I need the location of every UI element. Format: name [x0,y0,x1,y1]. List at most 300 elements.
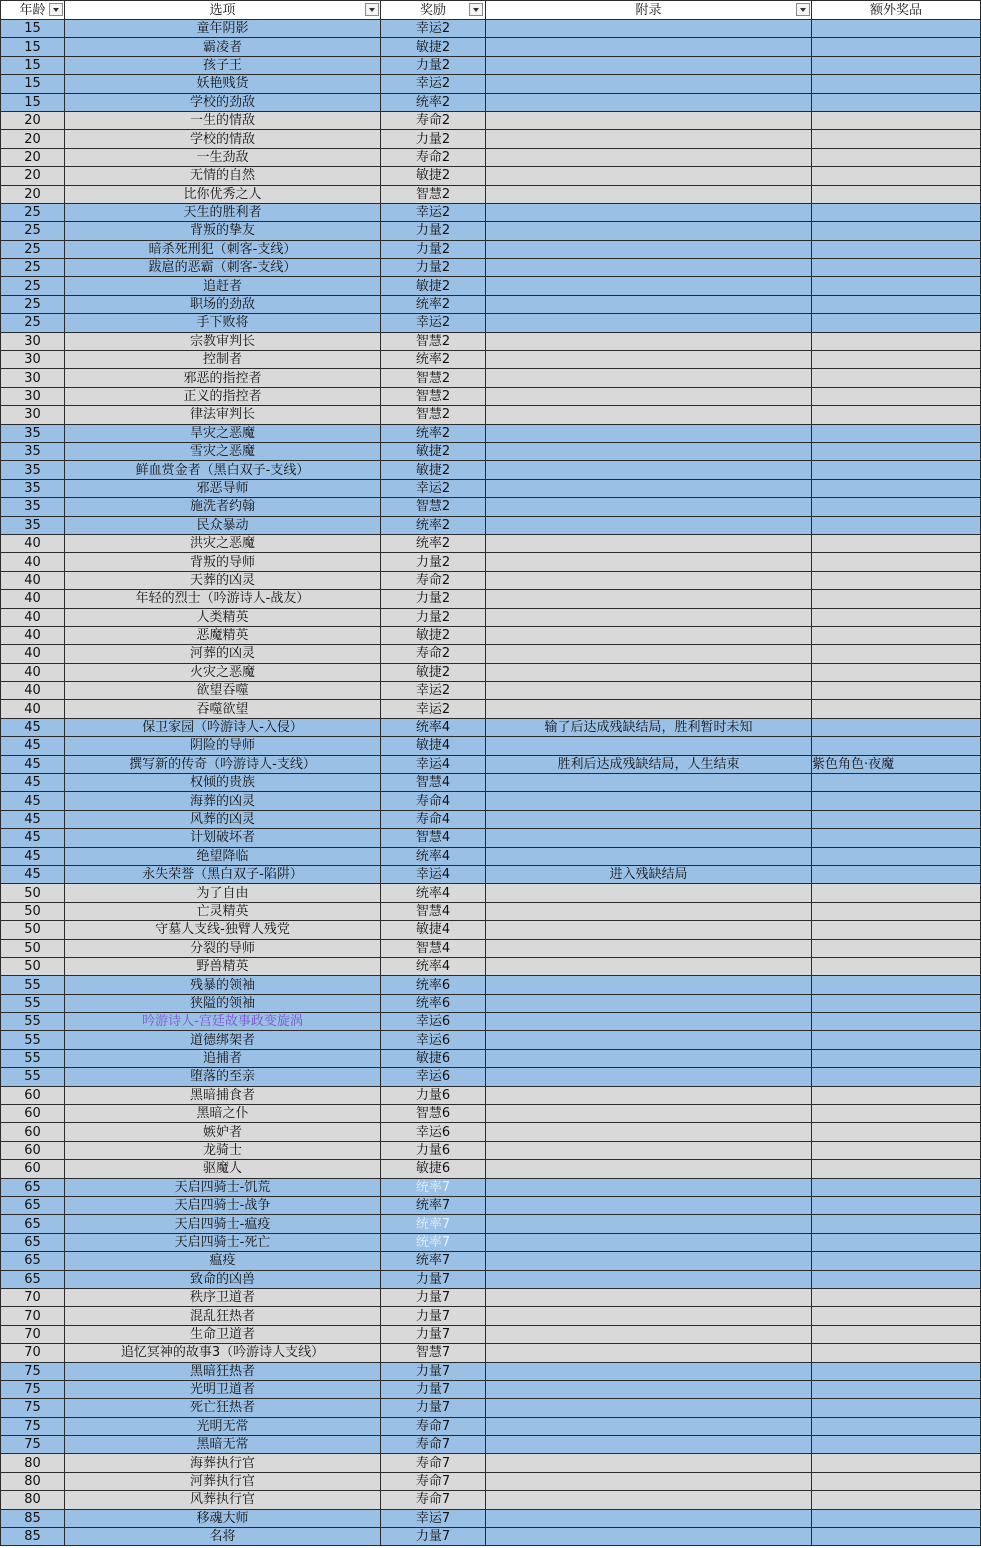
cell-option[interactable]: 火灾之恶魔 [65,663,381,681]
cell-reward[interactable]: 寿命2 [381,645,486,663]
cell-age[interactable]: 60 [1,1141,65,1159]
cell-option[interactable]: 学校的情敌 [65,130,381,148]
cell-option[interactable]: 分裂的导师 [65,939,381,957]
cell-bonus[interactable] [812,1307,981,1325]
cell-age[interactable]: 80 [1,1491,65,1509]
cell-note[interactable] [486,774,812,792]
cell-bonus[interactable] [812,1528,981,1546]
cell-reward[interactable]: 力量7 [381,1380,486,1398]
cell-bonus[interactable] [812,1399,981,1417]
cell-age[interactable]: 15 [1,93,65,111]
cell-bonus[interactable] [812,700,981,718]
cell-note[interactable] [486,203,812,221]
cell-option[interactable]: 暗杀死刑犯（刺客-支线） [65,240,381,258]
cell-reward[interactable]: 幸运2 [381,203,486,221]
cell-age[interactable]: 40 [1,626,65,644]
cell-reward[interactable]: 敏捷6 [381,1049,486,1067]
cell-note[interactable] [486,847,812,865]
cell-bonus[interactable] [812,75,981,93]
cell-bonus[interactable] [812,203,981,221]
cell-note[interactable]: 胜利后达成残缺结局，人生结束 [486,755,812,773]
cell-bonus[interactable] [812,148,981,166]
cell-bonus[interactable] [812,1031,981,1049]
cell-bonus[interactable] [812,1436,981,1454]
cell-bonus[interactable] [812,185,981,203]
cell-bonus[interactable] [812,1454,981,1472]
cell-note[interactable] [486,259,812,277]
cell-reward[interactable]: 统率2 [381,424,486,442]
cell-note[interactable] [486,38,812,56]
cell-option[interactable]: 律法审判长 [65,406,381,424]
cell-bonus[interactable] [812,1252,981,1270]
cell-age[interactable]: 75 [1,1417,65,1435]
cell-note[interactable] [486,1528,812,1546]
cell-age[interactable]: 45 [1,792,65,810]
cell-reward[interactable]: 敏捷2 [381,167,486,185]
cell-reward[interactable]: 幸运6 [381,1123,486,1141]
cell-reward[interactable]: 寿命7 [381,1472,486,1490]
cell-bonus[interactable] [812,590,981,608]
cell-reward[interactable]: 幸运2 [381,479,486,497]
cell-option[interactable]: 亡灵精英 [65,902,381,920]
cell-bonus[interactable] [812,1068,981,1086]
cell-age[interactable]: 75 [1,1399,65,1417]
cell-bonus[interactable] [812,1197,981,1215]
cell-reward[interactable]: 力量6 [381,1141,486,1159]
cell-note[interactable] [486,185,812,203]
cell-bonus[interactable] [812,847,981,865]
cell-bonus[interactable] [812,957,981,975]
cell-reward[interactable]: 幸运2 [381,682,486,700]
cell-note[interactable] [486,424,812,442]
cell-note[interactable] [486,994,812,1012]
cell-bonus[interactable] [812,1049,981,1067]
cell-reward[interactable]: 幸运6 [381,1068,486,1086]
cell-bonus[interactable] [812,645,981,663]
cell-age[interactable]: 55 [1,1031,65,1049]
cell-bonus[interactable] [812,1325,981,1343]
cell-age[interactable]: 20 [1,111,65,129]
cell-bonus[interactable] [812,406,981,424]
cell-option[interactable]: 旱灾之恶魔 [65,424,381,442]
cell-bonus[interactable] [812,1086,981,1104]
cell-age[interactable]: 65 [1,1197,65,1215]
cell-note[interactable]: 进入残缺结局 [486,865,812,883]
cell-age[interactable]: 45 [1,774,65,792]
cell-bonus[interactable] [812,829,981,847]
cell-age[interactable]: 70 [1,1288,65,1306]
cell-reward[interactable]: 统率7 [381,1252,486,1270]
cell-bonus[interactable] [812,351,981,369]
cell-option[interactable]: 海葬的凶灵 [65,792,381,810]
cell-reward[interactable]: 统率7 [381,1178,486,1196]
cell-age[interactable]: 35 [1,498,65,516]
cell-note[interactable] [486,1178,812,1196]
cell-age[interactable]: 65 [1,1233,65,1251]
cell-option[interactable]: 宗教审判长 [65,332,381,350]
cell-note[interactable] [486,369,812,387]
cell-note[interactable] [486,1380,812,1398]
cell-age[interactable]: 40 [1,700,65,718]
cell-option[interactable]: 背叛的导师 [65,553,381,571]
cell-age[interactable]: 85 [1,1528,65,1546]
cell-note[interactable] [486,1436,812,1454]
cell-age[interactable]: 35 [1,424,65,442]
cell-reward[interactable]: 智慧2 [381,406,486,424]
cell-bonus[interactable] [812,884,981,902]
cell-age[interactable]: 55 [1,1013,65,1031]
cell-option[interactable]: 驱魔人 [65,1160,381,1178]
cell-note[interactable] [486,479,812,497]
column-header-age[interactable] [1,1,65,20]
cell-option[interactable]: 施洗者约翰 [65,498,381,516]
cell-reward[interactable]: 智慧7 [381,1344,486,1362]
cell-note[interactable] [486,663,812,681]
cell-age[interactable]: 75 [1,1436,65,1454]
cell-bonus[interactable] [812,259,981,277]
column-header-reward[interactable] [381,1,486,20]
cell-bonus[interactable] [812,553,981,571]
cell-reward[interactable]: 敏捷4 [381,737,486,755]
cell-age[interactable]: 30 [1,351,65,369]
cell-age[interactable]: 35 [1,461,65,479]
cell-reward[interactable]: 力量2 [381,56,486,74]
cell-option[interactable]: 妖艳贱货 [65,75,381,93]
cell-note[interactable] [486,130,812,148]
cell-reward[interactable]: 寿命2 [381,571,486,589]
cell-option[interactable]: 无情的自然 [65,167,381,185]
cell-bonus[interactable] [812,1178,981,1196]
cell-reward[interactable]: 智慧6 [381,1105,486,1123]
cell-bonus[interactable] [812,939,981,957]
cell-option[interactable]: 正义的指控者 [65,387,381,405]
cell-reward[interactable]: 敏捷2 [381,626,486,644]
cell-bonus[interactable] [812,1160,981,1178]
cell-note[interactable] [486,93,812,111]
cell-option[interactable]: 天启四骑士-战争 [65,1197,381,1215]
cell-note[interactable] [486,1141,812,1159]
cell-note[interactable] [486,902,812,920]
cell-age[interactable]: 70 [1,1344,65,1362]
cell-age[interactable]: 20 [1,148,65,166]
cell-option[interactable]: 洪灾之恶魔 [65,534,381,552]
cell-note[interactable] [486,1399,812,1417]
cell-age[interactable]: 70 [1,1325,65,1343]
cell-note[interactable] [486,626,812,644]
cell-reward[interactable]: 幸运4 [381,755,486,773]
cell-option[interactable]: 恶魔精英 [65,626,381,644]
cell-option[interactable]: 堕落的至亲 [65,1068,381,1086]
cell-reward[interactable]: 统率7 [381,1215,486,1233]
cell-bonus[interactable] [812,461,981,479]
cell-option[interactable]: 邪恶导师 [65,479,381,497]
cell-age[interactable]: 30 [1,369,65,387]
cell-bonus[interactable] [812,498,981,516]
cell-reward[interactable]: 幸运2 [381,75,486,93]
cell-bonus[interactable] [812,1288,981,1306]
cell-age[interactable]: 25 [1,295,65,313]
cell-bonus[interactable] [812,369,981,387]
cell-note[interactable] [486,957,812,975]
cell-option[interactable]: 孩子王 [65,56,381,74]
cell-reward[interactable]: 寿命4 [381,792,486,810]
cell-option[interactable]: 生命卫道者 [65,1325,381,1343]
cell-option[interactable]: 残暴的领袖 [65,976,381,994]
cell-note[interactable] [486,1160,812,1178]
cell-bonus[interactable] [812,332,981,350]
cell-bonus[interactable] [812,663,981,681]
cell-bonus[interactable] [812,240,981,258]
cell-bonus[interactable]: 紫色角色·夜魔 [812,755,981,773]
cell-note[interactable] [486,111,812,129]
cell-note[interactable] [486,222,812,240]
cell-age[interactable]: 50 [1,902,65,920]
cell-note[interactable] [486,534,812,552]
cell-note[interactable] [486,56,812,74]
cell-age[interactable]: 50 [1,957,65,975]
cell-option[interactable]: 一生的情敌 [65,111,381,129]
cell-reward[interactable]: 智慧2 [381,387,486,405]
cell-note[interactable] [486,1105,812,1123]
cell-reward[interactable]: 智慧2 [381,498,486,516]
cell-option[interactable]: 移魂大师 [65,1509,381,1527]
cell-note[interactable] [486,406,812,424]
cell-bonus[interactable] [812,1123,981,1141]
cell-option[interactable]: 黑暗无常 [65,1436,381,1454]
cell-option[interactable]: 童年阴影 [65,20,381,38]
cell-reward[interactable]: 敏捷2 [381,663,486,681]
cell-bonus[interactable] [812,1013,981,1031]
cell-reward[interactable]: 力量7 [381,1288,486,1306]
cell-age[interactable]: 70 [1,1307,65,1325]
cell-reward[interactable]: 统率6 [381,976,486,994]
cell-option[interactable]: 雪灾之恶魔 [65,442,381,460]
cell-age[interactable]: 45 [1,718,65,736]
cell-reward[interactable]: 智慧4 [381,902,486,920]
cell-reward[interactable]: 寿命4 [381,810,486,828]
cell-note[interactable] [486,792,812,810]
cell-age[interactable]: 35 [1,442,65,460]
cell-option[interactable]: 海葬执行官 [65,1454,381,1472]
cell-option[interactable]: 龙骑士 [65,1141,381,1159]
cell-option[interactable]: 追捕者 [65,1049,381,1067]
cell-option[interactable]: 撰写新的传奇（吟游诗人-支线） [65,755,381,773]
cell-age[interactable]: 75 [1,1362,65,1380]
cell-note[interactable] [486,332,812,350]
cell-reward[interactable]: 幸运4 [381,865,486,883]
cell-note[interactable] [486,75,812,93]
cell-note[interactable] [486,1472,812,1490]
cell-reward[interactable]: 敏捷2 [381,277,486,295]
cell-age[interactable]: 45 [1,755,65,773]
cell-bonus[interactable] [812,20,981,38]
cell-note[interactable] [486,1049,812,1067]
cell-reward[interactable]: 幸运6 [381,1031,486,1049]
cell-option[interactable]: 致命的凶兽 [65,1270,381,1288]
cell-bonus[interactable] [812,56,981,74]
cell-bonus[interactable] [812,1380,981,1398]
cell-reward[interactable]: 敏捷2 [381,461,486,479]
cell-reward[interactable]: 幸运2 [381,20,486,38]
cell-bonus[interactable] [812,1141,981,1159]
cell-age[interactable]: 65 [1,1270,65,1288]
cell-reward[interactable]: 智慧2 [381,369,486,387]
cell-bonus[interactable] [812,38,981,56]
cell-age[interactable]: 65 [1,1215,65,1233]
cell-note[interactable] [486,1233,812,1251]
cell-age[interactable]: 80 [1,1472,65,1490]
cell-reward[interactable]: 统率2 [381,93,486,111]
cell-note[interactable] [486,1086,812,1104]
cell-note[interactable] [486,295,812,313]
cell-age[interactable]: 45 [1,737,65,755]
cell-note[interactable] [486,442,812,460]
cell-option[interactable]: 永失荣誉（黑白双子-陷阱） [65,865,381,883]
cell-reward[interactable]: 力量7 [381,1325,486,1343]
cell-option[interactable]: 名将 [65,1528,381,1546]
chevron-down-icon[interactable] [469,3,483,16]
cell-option[interactable]: 天生的胜利者 [65,203,381,221]
cell-option[interactable]: 吟游诗人-宫廷故事政变旋涡 [65,1013,381,1031]
cell-reward[interactable]: 力量7 [381,1362,486,1380]
cell-age[interactable]: 25 [1,259,65,277]
cell-reward[interactable]: 寿命7 [381,1454,486,1472]
cell-option[interactable]: 光明卫道者 [65,1380,381,1398]
cell-bonus[interactable] [812,902,981,920]
cell-note[interactable] [486,1344,812,1362]
cell-bonus[interactable] [812,865,981,883]
cell-note[interactable] [486,351,812,369]
cell-bonus[interactable] [812,387,981,405]
cell-bonus[interactable] [812,1362,981,1380]
cell-reward[interactable]: 寿命7 [381,1491,486,1509]
cell-age[interactable]: 25 [1,277,65,295]
chevron-down-icon[interactable] [796,3,810,16]
cell-reward[interactable]: 力量2 [381,608,486,626]
cell-reward[interactable]: 敏捷4 [381,921,486,939]
cell-reward[interactable]: 力量7 [381,1307,486,1325]
cell-reward[interactable]: 力量2 [381,553,486,571]
cell-age[interactable]: 40 [1,571,65,589]
cell-age[interactable]: 30 [1,406,65,424]
cell-bonus[interactable] [812,1472,981,1490]
cell-note[interactable] [486,516,812,534]
cell-age[interactable]: 40 [1,608,65,626]
cell-reward[interactable]: 力量2 [381,259,486,277]
cell-reward[interactable]: 敏捷2 [381,442,486,460]
cell-option[interactable]: 控制者 [65,351,381,369]
cell-age[interactable]: 60 [1,1123,65,1141]
cell-option[interactable]: 追赶者 [65,277,381,295]
cell-reward[interactable]: 敏捷6 [381,1160,486,1178]
cell-reward[interactable]: 统率2 [381,351,486,369]
cell-bonus[interactable] [812,1233,981,1251]
cell-option[interactable]: 保卫家园（吟游诗人-入侵） [65,718,381,736]
chevron-down-icon[interactable] [49,3,63,16]
cell-bonus[interactable] [812,626,981,644]
cell-bonus[interactable] [812,1270,981,1288]
cell-age[interactable]: 40 [1,553,65,571]
cell-bonus[interactable] [812,479,981,497]
cell-note[interactable] [486,1031,812,1049]
cell-reward[interactable]: 统率2 [381,516,486,534]
cell-bonus[interactable] [812,93,981,111]
cell-note[interactable] [486,1509,812,1527]
cell-age[interactable]: 35 [1,516,65,534]
cell-reward[interactable]: 智慧4 [381,774,486,792]
cell-reward[interactable]: 寿命7 [381,1436,486,1454]
cell-option[interactable]: 黑暗捕食者 [65,1086,381,1104]
cell-bonus[interactable] [812,810,981,828]
cell-note[interactable] [486,829,812,847]
cell-note[interactable] [486,1013,812,1031]
cell-bonus[interactable] [812,682,981,700]
cell-bonus[interactable] [812,222,981,240]
cell-age[interactable]: 25 [1,240,65,258]
cell-option[interactable]: 人类精英 [65,608,381,626]
cell-bonus[interactable] [812,442,981,460]
cell-bonus[interactable] [812,424,981,442]
cell-reward[interactable]: 力量2 [381,590,486,608]
cell-option[interactable]: 绝望降临 [65,847,381,865]
cell-note[interactable] [486,277,812,295]
cell-note[interactable] [486,1362,812,1380]
cell-age[interactable]: 20 [1,185,65,203]
cell-bonus[interactable] [812,516,981,534]
cell-option[interactable]: 民众暴动 [65,516,381,534]
cell-age[interactable]: 40 [1,534,65,552]
cell-reward[interactable]: 统率2 [381,295,486,313]
cell-bonus[interactable] [812,1509,981,1527]
cell-option[interactable]: 职场的劲敌 [65,295,381,313]
cell-age[interactable]: 65 [1,1252,65,1270]
cell-note[interactable] [486,1252,812,1270]
cell-bonus[interactable] [812,1215,981,1233]
cell-age[interactable]: 15 [1,56,65,74]
cell-bonus[interactable] [812,976,981,994]
cell-bonus[interactable] [812,774,981,792]
cell-bonus[interactable] [812,130,981,148]
cell-bonus[interactable] [812,111,981,129]
cell-age[interactable]: 45 [1,829,65,847]
cell-option[interactable]: 守墓人支线-独臂人残党 [65,921,381,939]
cell-reward[interactable]: 力量2 [381,222,486,240]
cell-note[interactable] [486,939,812,957]
cell-age[interactable]: 25 [1,314,65,332]
cell-note[interactable] [486,1215,812,1233]
cell-bonus[interactable] [812,737,981,755]
cell-bonus[interactable] [812,1344,981,1362]
cell-option[interactable]: 狭隘的领袖 [65,994,381,1012]
cell-age[interactable]: 15 [1,75,65,93]
cell-age[interactable]: 50 [1,884,65,902]
cell-option[interactable]: 混乱狂热者 [65,1307,381,1325]
cell-note[interactable] [486,461,812,479]
cell-option[interactable]: 天启四骑士-饥荒 [65,1178,381,1196]
cell-note[interactable] [486,682,812,700]
cell-age[interactable]: 20 [1,130,65,148]
cell-reward[interactable]: 统率7 [381,1233,486,1251]
cell-reward[interactable]: 敏捷2 [381,38,486,56]
cell-reward[interactable]: 寿命2 [381,111,486,129]
cell-note[interactable] [486,240,812,258]
cell-bonus[interactable] [812,608,981,626]
cell-note[interactable] [486,1288,812,1306]
cell-bonus[interactable] [812,921,981,939]
cell-option[interactable]: 秩序卫道者 [65,1288,381,1306]
cell-bonus[interactable] [812,994,981,1012]
cell-bonus[interactable] [812,277,981,295]
